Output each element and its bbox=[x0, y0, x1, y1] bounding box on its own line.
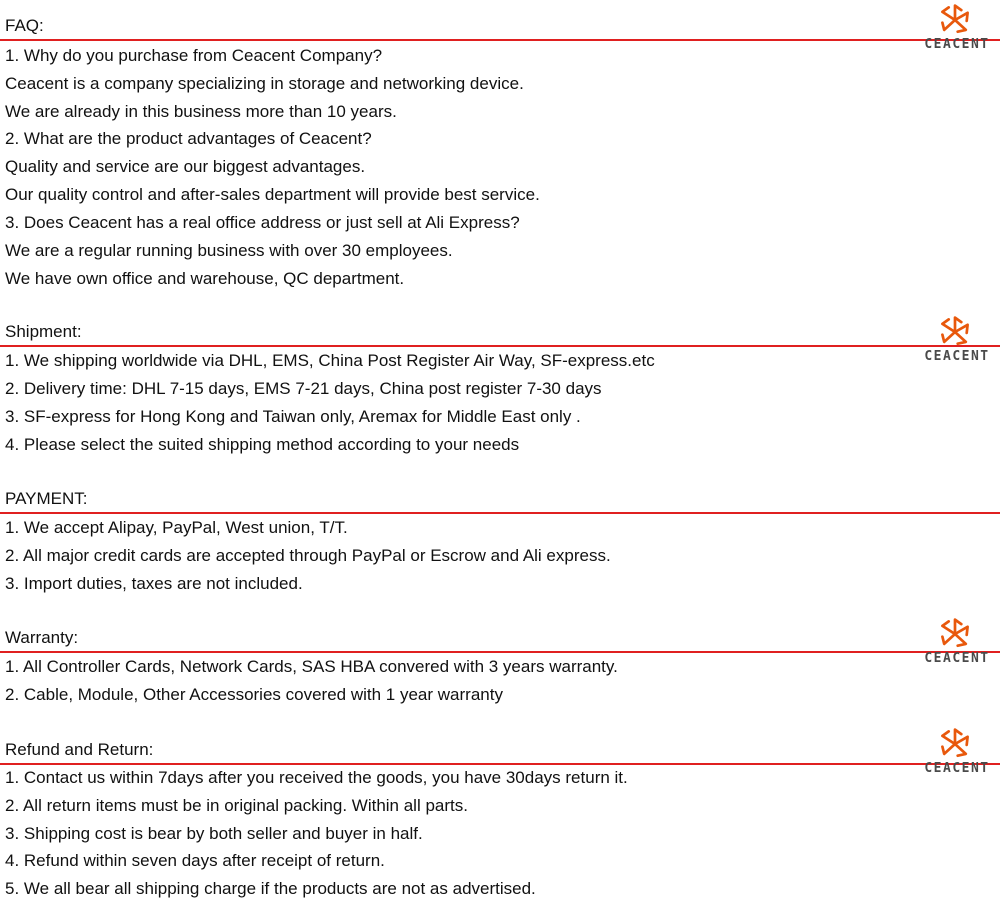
list-item: 3. SF-express for Hong Kong and Taiwan only, Aremax for Middle East only . bbox=[5, 407, 581, 426]
list-item: Our quality control and after-sales department will provide best service. bbox=[5, 185, 540, 204]
section-divider bbox=[0, 512, 1000, 514]
list-item: 2. Cable, Module, Other Accessories covered with 1 year warranty bbox=[5, 685, 503, 704]
section-title: PAYMENT: bbox=[5, 489, 88, 508]
list-item: 2. Delivery time: DHL 7-15 days, EMS 7-21 days, China post register 7-30 days bbox=[5, 379, 602, 398]
section-title: Shipment: bbox=[5, 322, 82, 341]
list-item: 2. All return items must be in original packing. Within all parts. bbox=[5, 796, 468, 815]
ceacent-logo bbox=[916, 2, 998, 54]
list-item: 1. We accept Alipay, PayPal, West union, T/T. bbox=[5, 518, 348, 537]
list-item: We have own office and warehouse, QC department. bbox=[5, 269, 405, 288]
logo-text: CEACENT bbox=[924, 37, 990, 52]
section-divider bbox=[0, 763, 1000, 765]
section-divider bbox=[0, 345, 1000, 347]
ceacent-logo bbox=[916, 314, 998, 366]
logo-text: CEACENT bbox=[924, 349, 990, 364]
ceacent-logo bbox=[916, 616, 998, 668]
list-item: 3. Import duties, taxes are not included. bbox=[5, 574, 303, 593]
list-item: 1. Why do you purchase from Ceacent Company? bbox=[5, 46, 383, 65]
list-item: 1. Contact us within 7days after you received the goods, you have 30days return it. bbox=[5, 768, 628, 787]
list-item: We are already in this business more than 10 years. bbox=[5, 102, 397, 121]
section-divider bbox=[0, 39, 1000, 41]
list-item: 5. We all bear all shipping charge if the products are not as advertised. bbox=[5, 879, 536, 898]
logo-text: CEACENT bbox=[924, 761, 990, 776]
ceacent-logo-icon bbox=[936, 726, 974, 762]
logo-text: CEACENT bbox=[924, 651, 990, 666]
list-item: 4. Refund within seven days after receipt of return. bbox=[5, 851, 385, 870]
ceacent-logo-icon bbox=[936, 314, 974, 350]
list-item: 3. Shipping cost is bear by both seller and buyer in half. bbox=[5, 824, 423, 843]
list-item: 3. Does Ceacent has a real office address or just sell at Ali Express? bbox=[5, 213, 520, 232]
list-item: Ceacent is a company specializing in storage and networking device. bbox=[5, 74, 524, 93]
section-divider bbox=[0, 651, 1000, 653]
list-item: We are a regular running business with over 30 employees. bbox=[5, 241, 453, 260]
section-title: FAQ: bbox=[5, 16, 44, 35]
list-item: Quality and service are our biggest advantages. bbox=[5, 157, 366, 176]
ceacent-logo-icon bbox=[936, 616, 974, 652]
ceacent-logo-icon bbox=[936, 2, 974, 38]
list-item: 4. Please select the suited shipping method according to your needs bbox=[5, 435, 520, 454]
ceacent-logo bbox=[916, 726, 998, 778]
list-item: 2. All major credit cards are accepted through PayPal or Escrow and Ali express. bbox=[5, 546, 611, 565]
list-item: 1. All Controller Cards, Network Cards, SAS HBA convered with 3 years warranty. bbox=[5, 657, 618, 676]
list-item: 2. What are the product advantages of Ceacent? bbox=[5, 129, 372, 148]
section-title: Refund and Return: bbox=[5, 740, 154, 759]
section-title: Warranty: bbox=[5, 628, 79, 647]
list-item: 1. We shipping worldwide via DHL, EMS, China Post Register Air Way, SF-express.etc bbox=[5, 351, 655, 370]
